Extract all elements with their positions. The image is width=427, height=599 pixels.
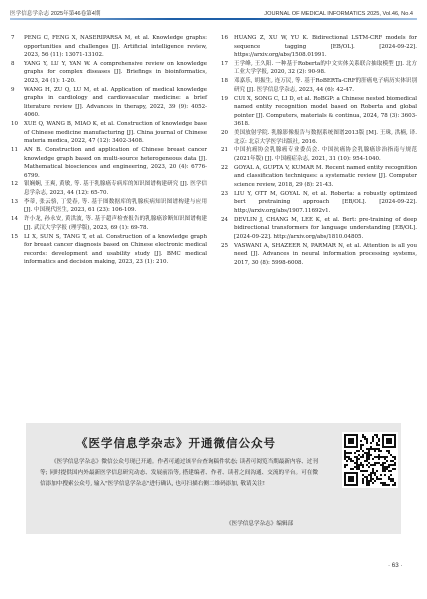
reference-item (221, 34, 417, 60)
reference-text: PENG C, FENG X, NASERIPARSA M, et al. Knowledge graphs: opportunities and challenges [J]. Artificial intelligence review, 2023, 56 (11): 13071-13102. (24, 35, 207, 58)
page-number: · 63 · (388, 562, 403, 569)
reference-item (221, 164, 417, 190)
reference-number: 21 (221, 147, 228, 154)
reference-text: WANG H, ZU Q, LU M, et al. Application of medical knowledge graphs in cardiology and cardiovascular medicine: a brief literature review [J]. Advances in therapy, 2022, 39 (9): 4052-4060. (24, 86, 207, 119)
reference-number: 25 (221, 242, 228, 249)
reference-text: 美国放射学院. 乳腺影像报告与数据系统图谱2013版 [M]. 王珠, 洪楠, 译. 北京: 北京大学医学出版社, 2016. (234, 130, 417, 145)
reference-number: 12 (11, 181, 18, 188)
references-right-column (221, 34, 417, 267)
reference-number: 9 (11, 86, 15, 93)
reference-text: 中国抗癌协会乳腺癌专业委员会. 中国抗癌协会乳腺癌诊治指南与规范 (2021年版) [J]. 中国癌症杂志, 2021, 31 (10): 954-1040. (234, 147, 417, 162)
reference-text: DEVLIN J, CHANG M, LEE K, et al. Bert: pre-training of deep bidirectional transformers for language understanding [EB/OL]. [2024-09-22]. http://arxiv.org/abs/1810.04805. (234, 216, 417, 240)
reference-number: 20 (221, 130, 228, 137)
header-rule (10, 18, 417, 20)
reference-item (11, 86, 207, 120)
reference-number: 18 (221, 78, 228, 85)
reference-text: 王学峰, 王久阳. 一种基于Roberta的中文实体关系联合抽取模型 [J]. 北方工业大学学报, 2020, 32 (2): 90-98. (234, 60, 417, 76)
qr-code-icon[interactable] (342, 432, 398, 488)
reference-number: 7 (11, 35, 15, 41)
reference-text: GOYAL A, GUPTA V, KUMAR M. Recent named entity recognition and classification techniques: a systematic review [J]. Computer science review, 2018, 29 (8): 21-43. (234, 164, 417, 188)
reference-text: 李蒂, 张云骆, 丁爱春, 等. 基于图数据库的乳腺疾病知识图谱构建与应用 [J]. 中国现代医生, 2023, 61 (23): 106-109. (24, 198, 207, 214)
reference-number: 8 (11, 60, 15, 67)
reference-item (221, 190, 417, 216)
references-left-column (11, 34, 207, 267)
reference-item (221, 242, 417, 268)
reference-item (11, 215, 207, 232)
reference-number: 24 (221, 216, 228, 223)
running-header (0, 0, 427, 17)
notice-signature: 《医学信息学杂志》编辑部 (226, 521, 294, 527)
notice-title: 《医学信息学杂志》开通微信公众号 (76, 436, 276, 450)
reference-number: 17 (221, 60, 228, 67)
notice-body: 《医学信息学杂志》微信公众号现已开通。作者可通过该平台查询稿件状态; 读者可阅览当期最新内容、过刊等; 同时提供国内外最新医学信息研究动态、发展前沿等, 搭建编者、作者、读者之间沟通、交流的平台。可在微信添加中搜索公众号, 输入"医学信息学杂志"进行确认, 也可扫描右侧二维码添加, 敬请关注! (40, 459, 318, 487)
reference-text: 银娴娴, 王爽, 黄敏, 等. 基于乳腺癌专病库的知识图谱构建研究 [J]. 医学信息学杂志, 2023, 44 (12): 65-70. (24, 181, 207, 196)
header-journal-cn: 医学信息学杂志 2025年第46卷第4期 (10, 11, 101, 17)
reference-text: LI X, SUN S, TANG T, et al. Construction of a knowledge graph for breast cancer diagnosis based on Chinese electronic medical records: development and usability study [J]. BMC medical informatics and decision making, 2023, 23 (1): 210. (24, 233, 207, 266)
reference-text: 邓嘉乐, 胡振生, 连万民, 等. 基于RoBERTa-CRF的肝癌电子病历实体识别研究 [J]. 医学信息学杂志, 2023, 44 (6): 42-47. (234, 78, 417, 93)
wechat-notice-box (26, 423, 401, 534)
reference-number: 11 (11, 147, 18, 154)
reference-item (221, 129, 417, 146)
reference-item (11, 146, 207, 180)
reference-number: 23 (221, 190, 228, 197)
reference-item (221, 146, 417, 163)
reference-text: 许小龙, 孙永安, 黄洪波, 等. 基于超声检查报告的乳腺癌诊断知识图谱构建 [J]. 武汉大学学报 (理学版), 2023, 69 (1): 69-78. (24, 216, 207, 231)
reference-item (221, 60, 417, 77)
reference-text: HUANG Z, XU W, YU K. Bidirectional LSTM-CRF models for sequence tagging [EB/OL]. [2024-09-22]. https://arxiv.org/abs/1508.01991. (234, 35, 417, 58)
reference-text: XUE Q, WANG B, MIAO K, et al. Construction of knowledge base of Chinese medicine manufacturing [J]. China journal of Chinese materia medica, 2022, 47 (12): 3402-3408. (24, 121, 207, 145)
reference-number: 14 (11, 216, 18, 223)
reference-number: 10 (11, 121, 18, 128)
reference-item (11, 120, 207, 146)
reference-text: YANG Y, LU Y, YAN W. A comprehensive review on knowledge graphs for complex diseases [J]. Briefings in bioinformatics, 2023, 24 (1): 1-20. (24, 60, 207, 84)
reference-number: 15 (11, 233, 18, 240)
reference-item (11, 233, 207, 267)
reference-number: 13 (11, 198, 18, 205)
header-journal-en: JOURNAL OF MEDICAL INFORMATICS 2025, Vol.46, No.4 (264, 11, 413, 17)
reference-item (11, 34, 207, 60)
reference-item (221, 216, 417, 242)
reference-item (11, 198, 207, 215)
reference-text: VASWANI A, SHAZEER N, PARMAR N, et al. Attention is all you need [J]. Advances in neural information processing systems, 2017, 30 (8): 5998-6008. (234, 242, 417, 266)
reference-number: 22 (221, 164, 228, 171)
reference-item (221, 77, 417, 94)
reference-item (11, 60, 207, 86)
reference-text: AN B. Construction and application of Chinese breast cancer knowledge graph based on multi-source heterogeneous data [J]. Mathematical biosciences and engineering, 2023, 20 (4): 6776-6799. (24, 147, 207, 179)
reference-text: LIU Y, OTT M, GOYAL N, et al. Roberta: a robustly optimized bert pretraining approach [EB/OL]. [2024-09-22]. http://arxiv.org/abs/1907.11692v1. (234, 190, 417, 214)
reference-number: 16 (221, 35, 228, 41)
reference-number: 19 (221, 95, 228, 102)
reference-text: CUI X, SONG C, LI D, et al. RoBGP: a Chinese nested biomedical named entity recognition model based on Roberta and global pointer [J]. Computers, materials & continua, 2024, 78 (3): 3603-3618. (234, 95, 417, 128)
reference-item (221, 95, 417, 129)
reference-item (11, 180, 207, 197)
